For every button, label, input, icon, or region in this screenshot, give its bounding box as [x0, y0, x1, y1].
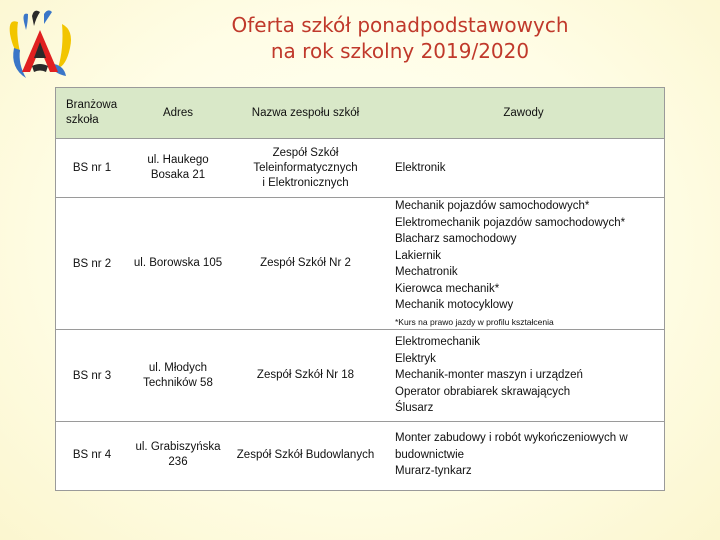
profession-item: Elektromechanik pojazdów samochodowych*: [395, 216, 626, 229]
profession-item: Operator obrabiarek skrawających: [395, 385, 571, 398]
professions-cell: [383, 139, 664, 198]
header-complex: Nazwa zespołu szkół: [228, 88, 383, 139]
profession-item: Lakiernik: [395, 249, 442, 262]
professions-cell: [383, 330, 664, 422]
address-cell: ul. Borowska 105: [128, 198, 228, 330]
header-address: Adres: [128, 88, 228, 139]
table-header-row: [56, 88, 664, 139]
table-row: [56, 422, 664, 489]
profession-item: Kierowca mechanik*: [395, 282, 500, 295]
complex-cell: Zespół Szkół Nr 18: [228, 330, 383, 422]
profession-item: Mechanik-monter maszyn i urządzeń: [395, 369, 583, 382]
profession-item: Mechanik motocyklowy: [395, 299, 514, 312]
profession-item: Murarz-tynkarz: [395, 465, 472, 478]
profession-item: Elektromechanik: [395, 336, 481, 349]
table-row: [56, 139, 664, 198]
profession-item: Ślusarz: [395, 402, 434, 415]
professions-cell: [383, 422, 664, 489]
professions-cell: [383, 198, 664, 330]
driving-license-note: *Kurs na prawo jazdy w profilu kształcenia: [395, 316, 554, 327]
school-cell: BS nr 3: [56, 330, 128, 422]
header-school: Branżowa szkoła: [56, 88, 128, 139]
profession-item: Monter zabudowy i robót wykończeniowych w: [395, 432, 628, 445]
header-professions: Zawody: [383, 88, 664, 139]
address-cell: ul. Młodych Techników 58: [128, 330, 228, 422]
complex-cell: Zespół Szkół Nr 2: [228, 198, 383, 330]
page-title: [150, 12, 650, 64]
school-cell: BS nr 1: [56, 139, 128, 198]
profession-item: Elektryk: [395, 352, 436, 365]
schools-table: [55, 87, 665, 491]
table-row: [56, 330, 664, 422]
address-cell: ul. Grabiszyńska 236: [128, 422, 228, 489]
table-row: [56, 198, 664, 330]
profession-item: budownictwie: [395, 448, 465, 461]
title-line-2: na rok szkolny 2019/2020: [270, 39, 530, 63]
school-cell: BS nr 4: [56, 422, 128, 489]
profession-item: Blacharz samochodowy: [395, 233, 517, 246]
complex-cell: Zespół Szkół Teleinformatycznych i Elektronicznych: [228, 139, 383, 198]
profession-item: Elektronik: [395, 161, 446, 174]
school-cell: BS nr 2: [56, 198, 128, 330]
school-logo-icon: [4, 8, 76, 84]
profession-item: Mechanik pojazdów samochodowych*: [395, 200, 590, 213]
title-line-1: Oferta szkół ponadpodstawowych: [231, 13, 569, 37]
profession-item: Mechatronik: [395, 266, 458, 279]
complex-cell: Zespół Szkół Budowlanych: [228, 422, 383, 489]
address-cell: ul. Haukego Bosaka 21: [128, 139, 228, 198]
